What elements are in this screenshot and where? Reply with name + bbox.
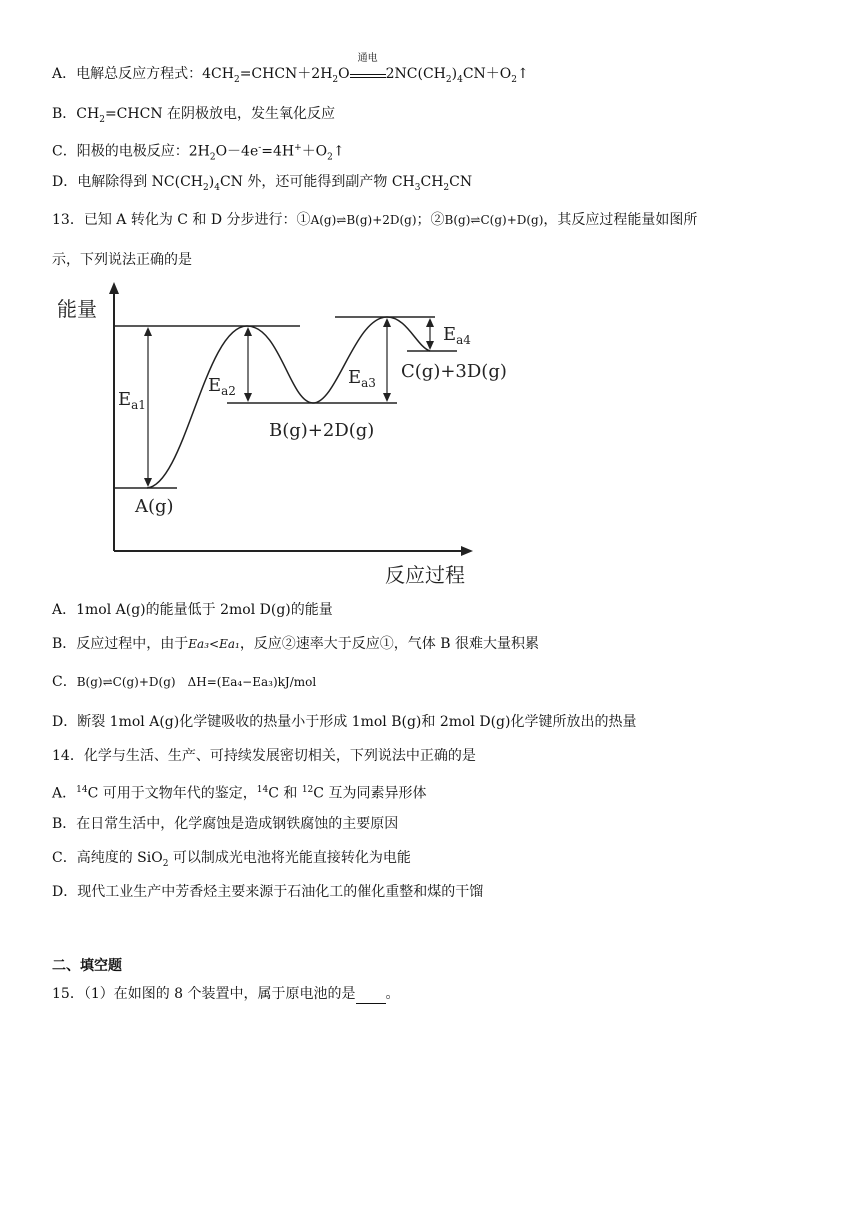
- q13-option-d: D．断裂 1mol A(g)化学键吸收的热量小于形成 1mol B(g)和 2mol D(g)化学键所放出的热量: [52, 714, 637, 730]
- electrolysis-condition: 通电: [350, 66, 386, 78]
- q13-option-a: A．1mol A(g)的能量低于 2mol D(g)的能量: [52, 602, 333, 618]
- q13-stem-line2: 示，下列说法正确的是: [52, 252, 192, 268]
- q12-option-d: D．电解除得到 $NC(CH_2)_4CN$ 外，还可能得到副产物 $CH_3CH_2CN$: [52, 174, 473, 193]
- q12-option-c: C．阳极的电极反应：$2H_2O-4e^-=4H^++O_2↑$: [52, 143, 345, 163]
- q14-option-c: C．高纯度的 SiO$_2$ 可以制成光电池将光能直接转化为电能: [52, 850, 411, 869]
- energy-diagram: [55, 280, 507, 592]
- q12-option-a: A．电解总反应方程式：$4CH_2=CHCN+2H_2O$ 通电 $2NC(CH_2)_4CN+O_2↑$: [52, 53, 529, 85]
- q13-stem: 13．已知 A 转化为 C 和 D 分步进行：①A(g)⇌B(g)+2D(g)；②B(g)⇌C(g)+D(g)，其反应过程能量如图所: [52, 212, 698, 228]
- q14-option-b: B．在日常生活中，化学腐蚀是造成钢铁腐蚀的主要原因: [52, 816, 399, 832]
- label-A: A(g): [135, 496, 174, 517]
- ea4-label: $E_{a4}$: [443, 324, 471, 347]
- section-heading: 二、填空题: [52, 958, 122, 974]
- ea2-label: $E_{a2}$: [208, 375, 236, 398]
- q14-stem: 14．化学与生活、生产、可持续发展密切相关，下列说法中正确的是: [52, 748, 476, 764]
- q13-option-c: C．B(g)⇌C(g)+D(g) ΔH=(Ea₄−Ea₃)kJ/mol: [52, 674, 317, 690]
- label-C: C(g)+3D(g): [401, 361, 507, 382]
- q13-option-b: B．反应过程中，由于Ea₃<Ea₁，反应②速率大于反应①，气体 B 很难大量积累: [52, 636, 539, 652]
- label-B: B(g)+2D(g): [269, 420, 375, 441]
- q12-option-b: B．$CH_2=CHCN$ 在阴极放电，发生氧化反应: [52, 106, 336, 125]
- y-axis-arrow-icon: [109, 282, 119, 294]
- ea3-label: $E_{a3}$: [348, 367, 376, 390]
- x-axis-label: 反应过程: [385, 563, 465, 587]
- q14-option-a: A．$^{14}$C 可用于文物年代的鉴定，$^{14}$C 和 $^{12}$C 互为同素异形体: [52, 785, 427, 802]
- q14-option-d: D．现代工业生产中芳香烃主要来源于石油化工的催化重整和煤的干馏: [52, 884, 484, 900]
- y-axis-label: 能量: [57, 297, 97, 321]
- q15-stem: 15．（1）在如图的 8 个装置中，属于原电池的是 。: [52, 986, 400, 1002]
- ea1-label: $E_{a1}$: [118, 389, 146, 412]
- x-axis-arrow-icon: [461, 546, 473, 556]
- answer-blank[interactable]: [356, 989, 386, 1004]
